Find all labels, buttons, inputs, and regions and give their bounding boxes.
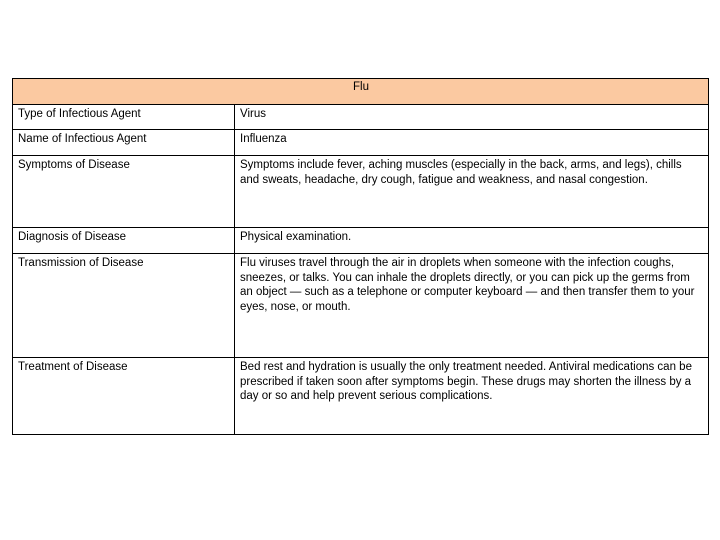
- row-label: Diagnosis of Disease: [13, 228, 235, 254]
- row-label: Transmission of Disease: [13, 254, 235, 358]
- row-value: Influenza: [235, 130, 709, 156]
- row-label: Treatment of Disease: [13, 358, 235, 435]
- row-value: Flu viruses travel through the air in droplets when someone with the infection coughs, sneezes, or talks. You can inhale the droplets directly, or you can pick up the germs from an object — such as a telephone or computer keyboard — and then transfer them to your eyes, nose, or mouth.: [235, 254, 709, 358]
- row-label: Name of Infectious Agent: [13, 130, 235, 156]
- table-row-symptoms: [13, 156, 709, 228]
- table-row-agent-name: [13, 130, 709, 156]
- row-value: Physical examination.: [235, 228, 709, 254]
- table-header-row: [13, 79, 709, 105]
- row-value: Bed rest and hydration is usually the only treatment needed. Antiviral medications can be prescribed if taken soon after symptoms begin. These drugs may shorten the illness by a day or so and help prevent serious complications.: [235, 358, 709, 435]
- table-row-agent-type: [13, 105, 709, 130]
- table-row-diagnosis: [13, 228, 709, 254]
- table-row-transmission: [13, 254, 709, 358]
- row-label: Symptoms of Disease: [13, 156, 235, 228]
- row-label: Type of Infectious Agent: [13, 105, 235, 130]
- row-value: Virus: [235, 105, 709, 130]
- table-row-treatment: [13, 358, 709, 435]
- flu-info-table: [12, 78, 709, 435]
- row-value: Symptoms include fever, aching muscles (especially in the back, arms, and legs), chills and sweats, headache, dry cough, fatigue and weakness, and nasal congestion.: [235, 156, 709, 228]
- table-title: Flu: [13, 79, 709, 105]
